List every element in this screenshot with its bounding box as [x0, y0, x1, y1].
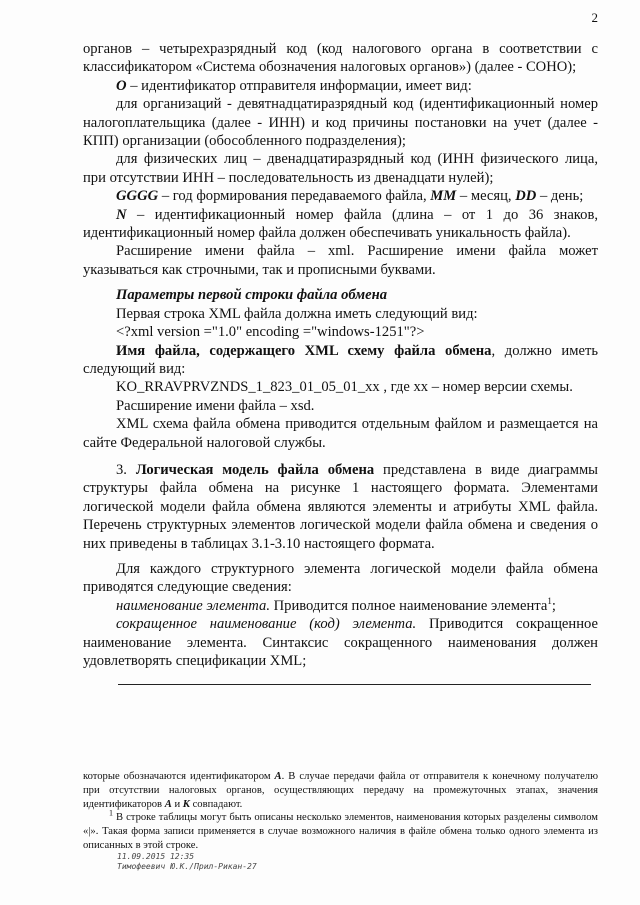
date-text-a: – год формирования передаваемого файла,	[158, 188, 431, 205]
element-name-text: Приводится полное наименование элемента	[269, 597, 548, 614]
footnote-text-c: и	[171, 798, 183, 810]
footnotes-block	[83, 770, 598, 853]
schema-extension: Расширение имени файла – xsd.	[116, 397, 315, 414]
paragraph-sono: органов – четырехразрядный код (код налогового органа в соответствии с классификатором «Система обозначения налоговых органов») (далее - СОНО);	[83, 41, 598, 76]
logical-model-bold: Логическая модель файла обмена	[135, 461, 375, 478]
element-code-italic: сокращенное наименование (код) элемента.	[116, 616, 417, 633]
paragraph-extension: Расширение имени файла – xml. Расширение имени файла может указываться как строчными, так и прописными буквами.	[83, 243, 598, 278]
paragraph-date-codes	[83, 187, 598, 205]
symbol-k: К	[182, 798, 190, 810]
footnote-text-a: которые обозначаются идентификатором	[83, 771, 275, 782]
paragraph-element-code	[83, 615, 598, 670]
paragraph-first-line: Первая строка XML файла должна иметь следующий вид:	[116, 305, 478, 322]
element-name-end: ;	[551, 597, 556, 614]
symbol-dd: DD	[515, 188, 537, 205]
page-number: 2	[591, 10, 598, 25]
paragraph-individuals: для физических лиц – двенадцатиразрядный код (ИНН физического лица, при отсутствии ИНН – последовательность из двенадцати нулей);	[83, 151, 598, 186]
footnote-continuation	[83, 770, 598, 811]
paragraph-schema-name	[83, 342, 598, 379]
paragraph-element-info: Для каждого структурного элемента логической модели файла обмена приводятся следующие сведения:	[83, 560, 598, 596]
file-id-text: – идентификационный номер файла (длина – от 1 до 36 знаков, идентификационный номер файла должен обеспечивать уникальность файла).	[83, 206, 598, 242]
footnote-1-text: В строке таблицы могут быть описаны несколько элементов, наименования которых разделены символом «|». Такая форма записи применяется в случае возможного наличия в файле обмена только одного элемента из описанных в этой строке.	[83, 812, 598, 851]
paragraph-element-name	[83, 597, 598, 615]
logical-model-text: представлена в виде диаграммы структуры файла обмена на рисунке 1 настоящего формата. Элементами логической модели файла обмена являются элементы и атрибуты XML файла. Перечень структурных элементов логической модели файла обмена и сведения о них приведены в таблицах 3.1-3.10 настоящего формата.	[83, 461, 598, 552]
section-heading-first-line: Параметры первой строки файла обмена	[116, 287, 388, 304]
stamp-path: Тимофеевич Ю.К./Прил-Рикан-27	[117, 862, 257, 871]
symbol-mm: MM	[430, 188, 457, 205]
paragraph-o-text: – идентификатор отправителя информации, имеет вид:	[126, 77, 472, 94]
print-stamp	[117, 852, 257, 872]
footnote-text-d: совпадают.	[189, 798, 243, 810]
symbol-n: N	[116, 206, 127, 223]
date-text-b: – месяц,	[456, 188, 516, 205]
paragraph-logical-model	[83, 461, 598, 553]
paragraph-file-id	[83, 206, 598, 243]
paragraph-o-identifier	[83, 77, 598, 95]
element-name-italic: наименование элемента.	[116, 597, 270, 614]
xml-declaration: <?xml version ="1.0" encoding ="windows-1251"?>	[116, 324, 425, 341]
stamp-date: 11.09.2015 12:35	[117, 852, 195, 861]
date-text-c: – день;	[536, 188, 584, 205]
schema-file-name: KO_RRAVPRVZNDS_1_823_01_05_01_xx , где хх – номер версии схемы.	[116, 379, 573, 396]
paragraph-schema-publication: XML схема файла обмена приводится отдельным файлом и размещается на сайте Федеральной налоговой службы.	[83, 416, 598, 451]
footnote-ref-1: 1	[547, 595, 552, 606]
schema-name-bold: Имя файла, содержащего XML схему файла обмена	[116, 342, 492, 359]
paragraph-organizations: для организаций - девятнадцатиразрядный код (идентификационный номер налогоплательщика (далее - ИНН) и код причины постановки на учет (далее - КПП) организации (обособленного подразделения);	[83, 96, 598, 150]
symbol-gggg: GGGG	[116, 188, 159, 205]
symbol-o: O	[116, 77, 127, 94]
symbol-a-2: А	[164, 798, 172, 810]
document-body	[83, 40, 598, 670]
footnote-separator	[118, 684, 591, 685]
symbol-a: А	[274, 771, 282, 782]
footnote-1	[83, 808, 598, 852]
element-code-text: Приводится сокращенное наименование элемента. Синтаксис сокращенного наименования должен удовлетворять спецификации XML;	[83, 616, 598, 669]
footnote-text-b: . В случае передачи файла от отправителя к конечному получателю при отсутствии налоговых органов, осуществляющих передачу на промежуточных этапах, значения идентификаторов	[83, 771, 598, 810]
footnote-mark-1: 1	[109, 808, 113, 818]
schema-name-text: , должно иметь следующий вид:	[83, 342, 598, 377]
section-number: 3.	[116, 461, 136, 478]
